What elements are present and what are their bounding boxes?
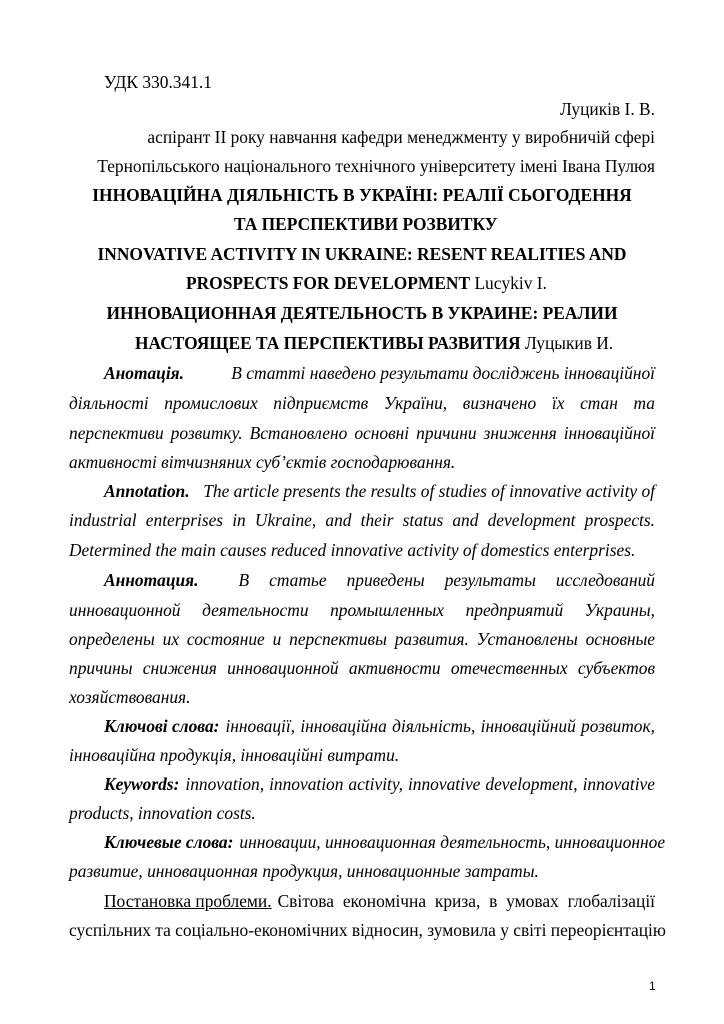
keywords-ru-line-1 <box>104 832 666 852</box>
title-ua-line-1: ІННОВАЦІЙНА ДІЯЛЬНІСТЬ В УКРАЇНІ: РЕАЛІЇ СЬОГОДЕННЯ <box>92 185 632 205</box>
abstract-ru-line-2: инновационной деятельности промышленных предприятий Украины, <box>69 600 655 620</box>
abstract-en-text-1: The article presents the results of studies of innovative activity of <box>203 481 655 501</box>
keywords-ru-line-2: развитие, инновационная продукция, инновационные затраты. <box>69 861 539 881</box>
abstract-ua-text-1: В статті наведено результати досліджень інноваційної <box>231 363 655 383</box>
abstract-ua-line-4: активності вітчизняних суб’єктів господарювання. <box>69 452 456 472</box>
abstract-ru-label: Аннотация. <box>104 570 199 590</box>
abstract-en-label: Annotation. <box>104 481 190 501</box>
title-ru-line-2 <box>135 335 613 352</box>
page-number: 1 <box>649 979 656 993</box>
affiliation-line-2: Тернопільського національного технічного університету імені Івана Пулюя <box>97 156 655 176</box>
keywords-ua-text-1: інновації, інноваційна діяльність, інноваційний розвиток, <box>225 716 655 736</box>
title-ua-line-2: ТА ПЕРСПЕКТИВИ РОЗВИТКУ <box>234 214 498 234</box>
abstract-ru-line-4: причины снижения инновационной активности отечественных субъектов <box>69 658 655 678</box>
abstract-ru-line-1 <box>104 572 655 589</box>
title-en-line-2-text: PROSPECTS FOR DEVELOPMENT <box>186 273 471 293</box>
title-en-line-2 <box>186 275 547 292</box>
affiliation-line-1: аспірант ІІ року навчання кафедри менеджменту у виробничій сфері <box>147 127 655 147</box>
abstract-ua-line-2: діяльності промислових підприємств України, визначено їх стан та <box>69 393 655 413</box>
title-ru-line-2-text: НАСТОЯЩЕЕ ТА ПЕРСПЕКТИВЫ РАЗВИТИЯ <box>135 333 521 353</box>
abstract-en-line-2: industrial enterprises in Ukraine, and their status and development prospects. <box>69 510 655 530</box>
udk-code: УДК 330.341.1 <box>104 72 212 92</box>
keywords-en-line-2: products, innovation costs. <box>69 803 256 823</box>
problem-line-1 <box>104 893 655 910</box>
problem-label: Постановка проблеми. <box>104 891 272 911</box>
author-name: Луциків І. В. <box>560 99 655 119</box>
abstract-ru-line-5: хозяйствования. <box>69 687 191 707</box>
abstract-ua-line-1 <box>104 365 655 382</box>
keywords-ru-label: Ключевые слова: <box>104 832 234 852</box>
abstract-ua-line-3: перспективи розвитку. Встановлено основні причини зниження інноваційної <box>69 423 655 443</box>
title-en-line-1: INNOVATIVE ACTIVITY IN UKRAINE: RESENT REALITIES AND <box>97 244 627 264</box>
keywords-ru-text-1: инновации, инновационная деятельность, инновационное <box>239 832 666 852</box>
abstract-ru-line-3: определены их состояние и перспективы развития. Установлены основные <box>69 629 655 649</box>
abstract-en-line-3: Determined the main causes reduced innovative activity of domestics enterprises. <box>69 540 636 560</box>
keywords-ua-line-1 <box>104 718 655 735</box>
keywords-ua-label: Ключові слова: <box>104 716 220 736</box>
title-ru-line-1: ИННОВАЦИОННАЯ ДЕЯТЕЛЬНОСТЬ В УКРАИНЕ: РЕАЛИИ <box>106 303 618 323</box>
abstract-en-line-1 <box>104 483 655 500</box>
author-en: Lucykiv I. <box>474 273 547 293</box>
abstract-ru-text-1: В статье приведены результаты исследований <box>238 570 655 590</box>
author-ru: Луцыкив И. <box>524 333 614 353</box>
keywords-en-line-1 <box>104 776 655 793</box>
problem-text-1: Світова економічна криза, в умовах глобалізації <box>277 891 655 911</box>
keywords-en-label: Keywords: <box>104 774 180 794</box>
problem-line-2: суспільних та соціально-економічних відносин, зумовила у світі переорієнтацію <box>69 920 666 940</box>
keywords-en-text-1: innovation, innovation activity, innovative development, innovative <box>185 774 655 794</box>
abstract-ua-label: Анотація. <box>104 363 184 383</box>
keywords-ua-line-2: інноваційна продукція, інноваційні витрати. <box>69 745 400 765</box>
